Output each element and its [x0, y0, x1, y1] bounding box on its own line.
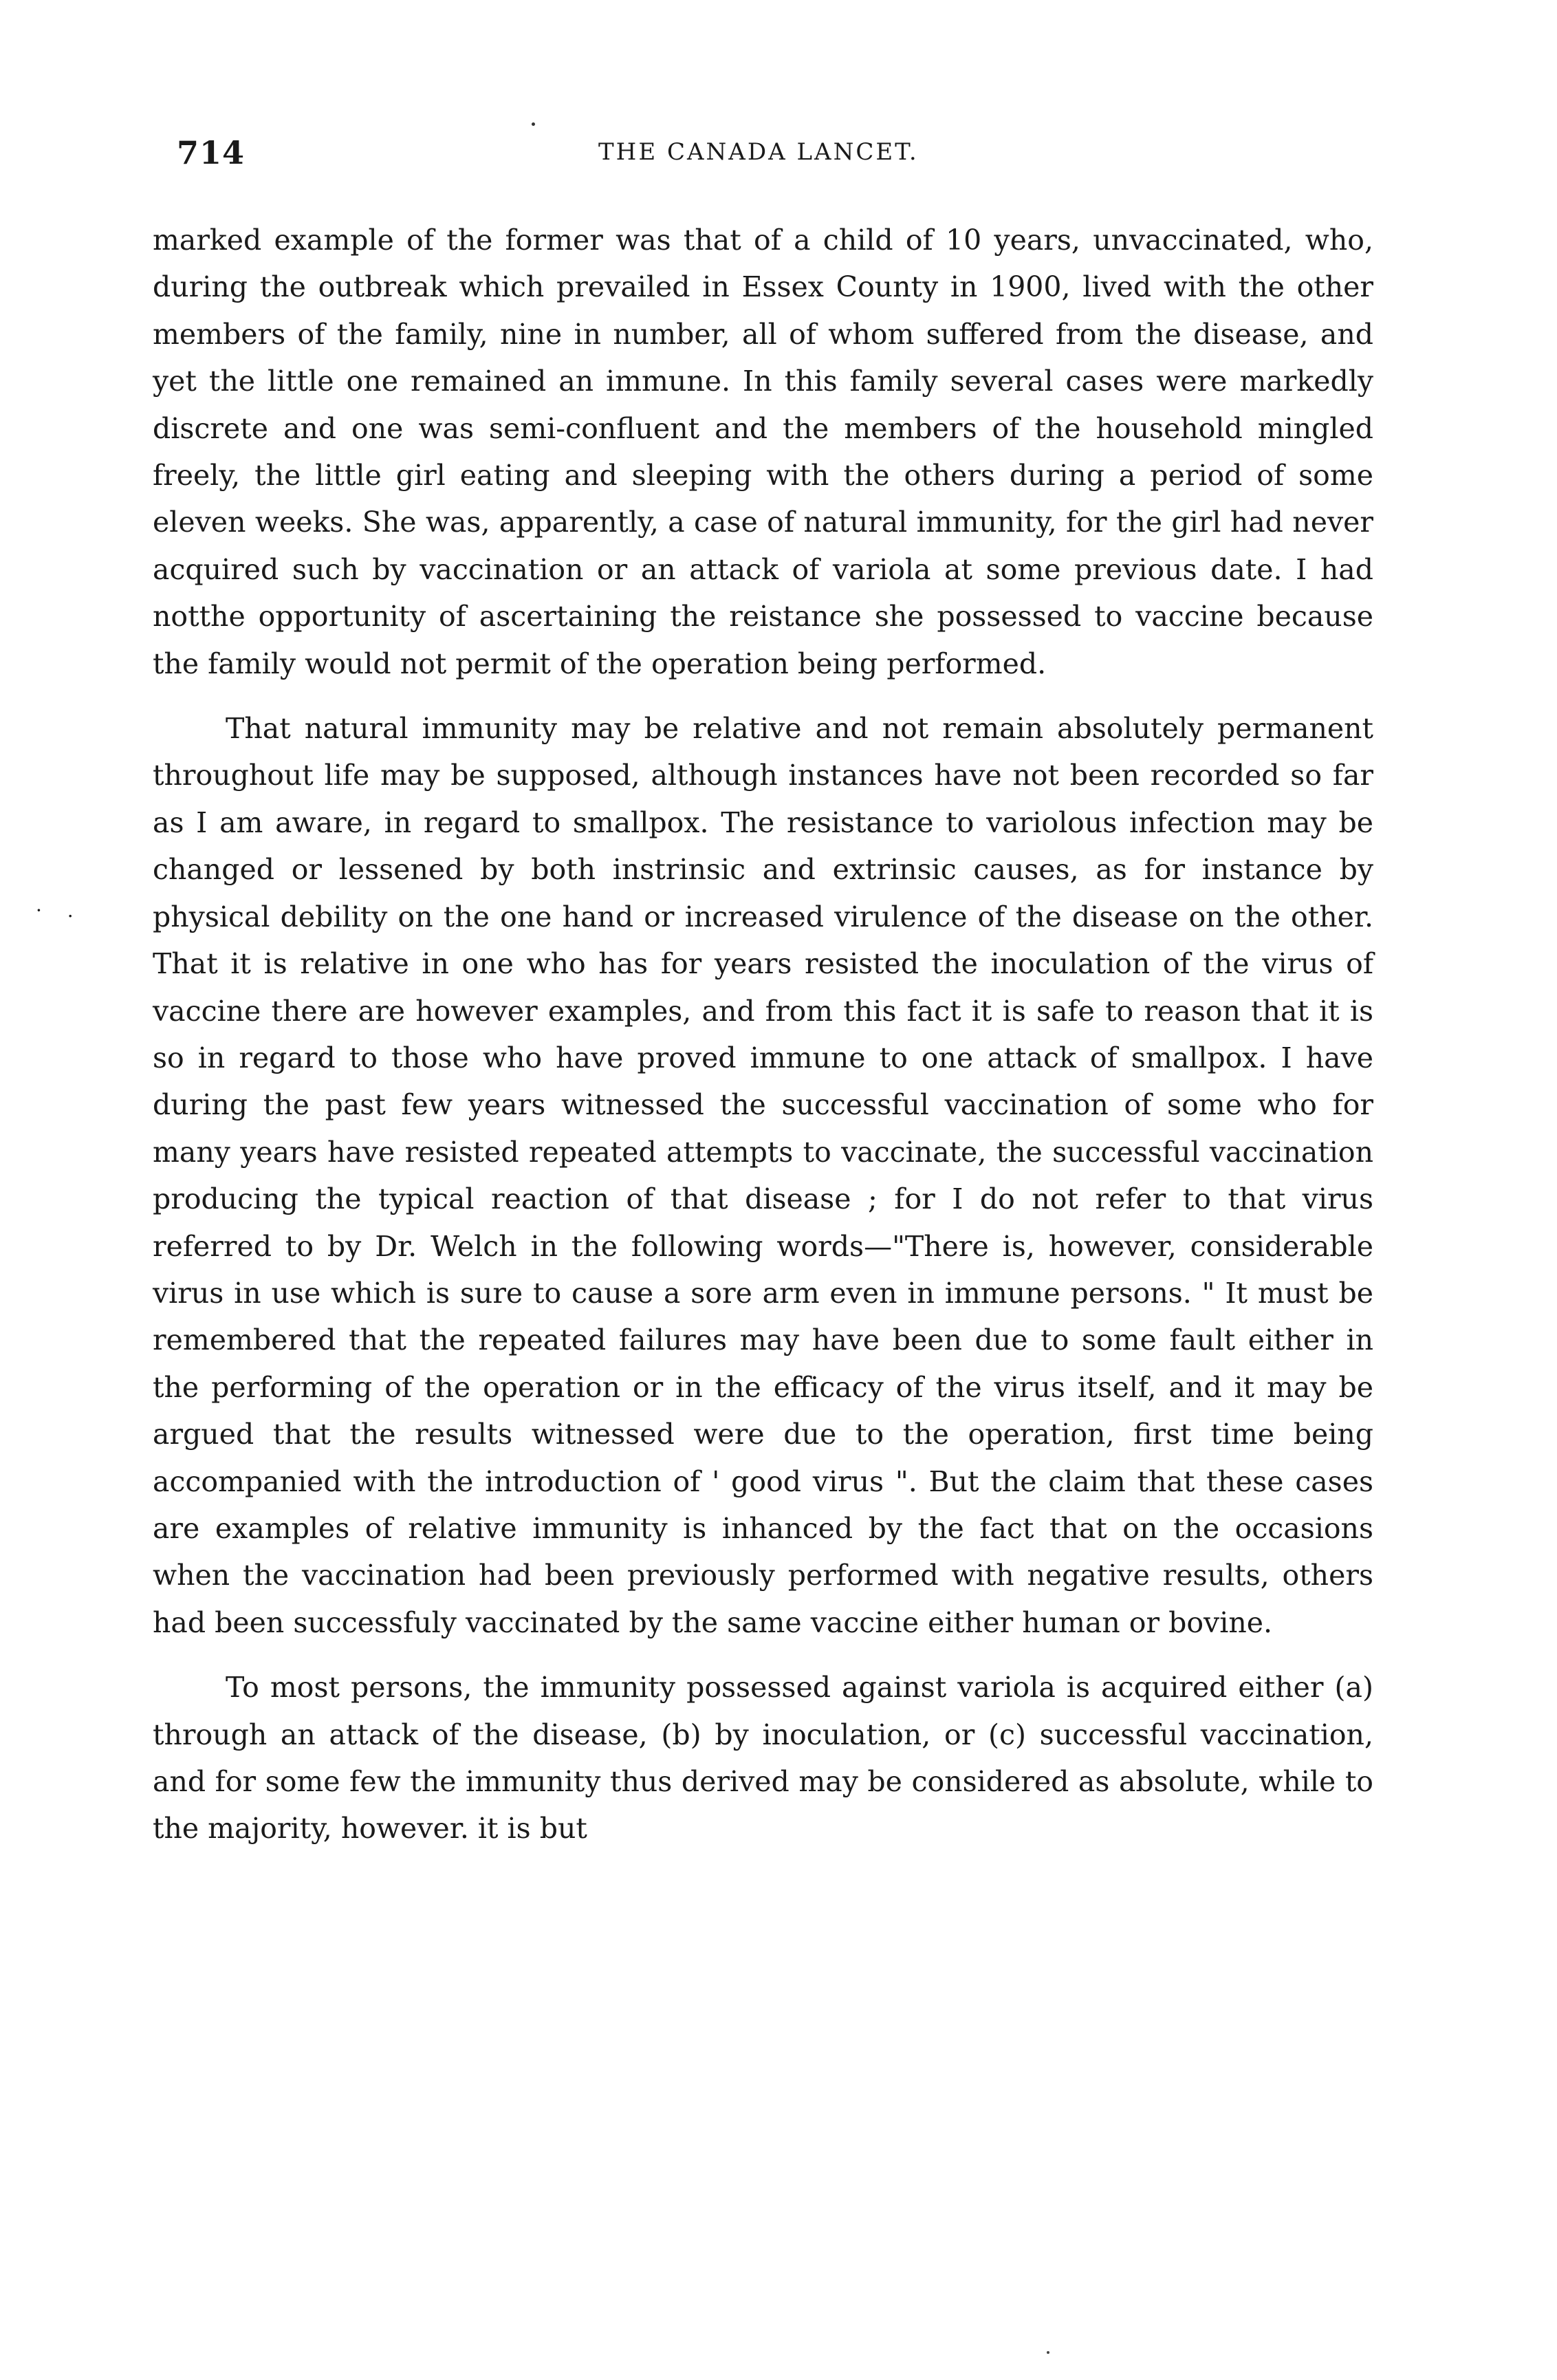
running-head [155, 134, 1372, 182]
paragraph-continued: marked example of the former was that of a child of 10 years, unvaccinated, who, during the outbreak which prevailed in Essex County in 1900, lived with the other members of the family, nine in number, all of whom suffered from the disease, and yet the little one remained an immune. In this family several cases were markedly discrete and one was semi-confluent and the members of the household mingled freely, the little girl eating and sleeping with the others during a period of some eleven weeks. She was, apparently, a case of natural immunity, for the girl had never acquired such by vaccination or an attack of variola at some previous date. I had notthe opportunity of ascertaining the reistance she possessed to vaccine because the family would not permit of the operation being performed. [153, 224, 1373, 680]
print-speck [1047, 2351, 1049, 2354]
body-text [153, 217, 1373, 1852]
journal-title: THE CANADA LANCET. [598, 138, 919, 166]
print-speck [532, 122, 535, 126]
paragraph-relative-immunity: That natural immunity may be relative and not remain absolutely permanent throughout life may be supposed, although instances have not been recorded so far as I am aware, in regard to smallpox. The resistance to variolous infection may be changed or lessened by both instrinsic and extrinsic causes, as for instance by physical debility on the one hand or increased virulence of the disease on the other. That it is relative in one who has for years resisted the inoculation of the virus of vaccine there are however examples, and from this fact it is safe to reason that it is so in regard to those who have proved immune to one attack of smallpox. I have during the past few years witnessed the successful vaccination of some who for many years have resisted repeated attempts to vaccinate, the successful vaccination producing the typical reaction of that disease ; for I do not refer to that virus referred to by Dr. Welch in the following words—"There is, however, considerable virus in use which is sure to cause a sore arm even in immune persons. " It must be remembered that the repeated failures may have been due to some fault either in the performing of the operation or in the efficacy of the virus itself, and it may be argued that the results witnessed were due to the operation, first time being accompanied with the introduction of ' good virus ". But the claim that these cases are examples of relative immunity is inhanced by the fact that on the occasions when the vaccination had been previously performed with negative results, others had been successfuly vaccinated by the same vaccine either human or bovine. [153, 712, 1373, 1639]
paragraph-acquired-immunity: To most persons, the immunity possessed against variola is acquired either (a) through an attack of the disease, (b) by inoculation, or (c) successful vaccination, and for some few the immunity thus derived may be considered as absolute, while to the majority, however. it is but [153, 1671, 1373, 1846]
margin-marks: · . [36, 899, 83, 922]
page-number: 714 [177, 134, 246, 171]
